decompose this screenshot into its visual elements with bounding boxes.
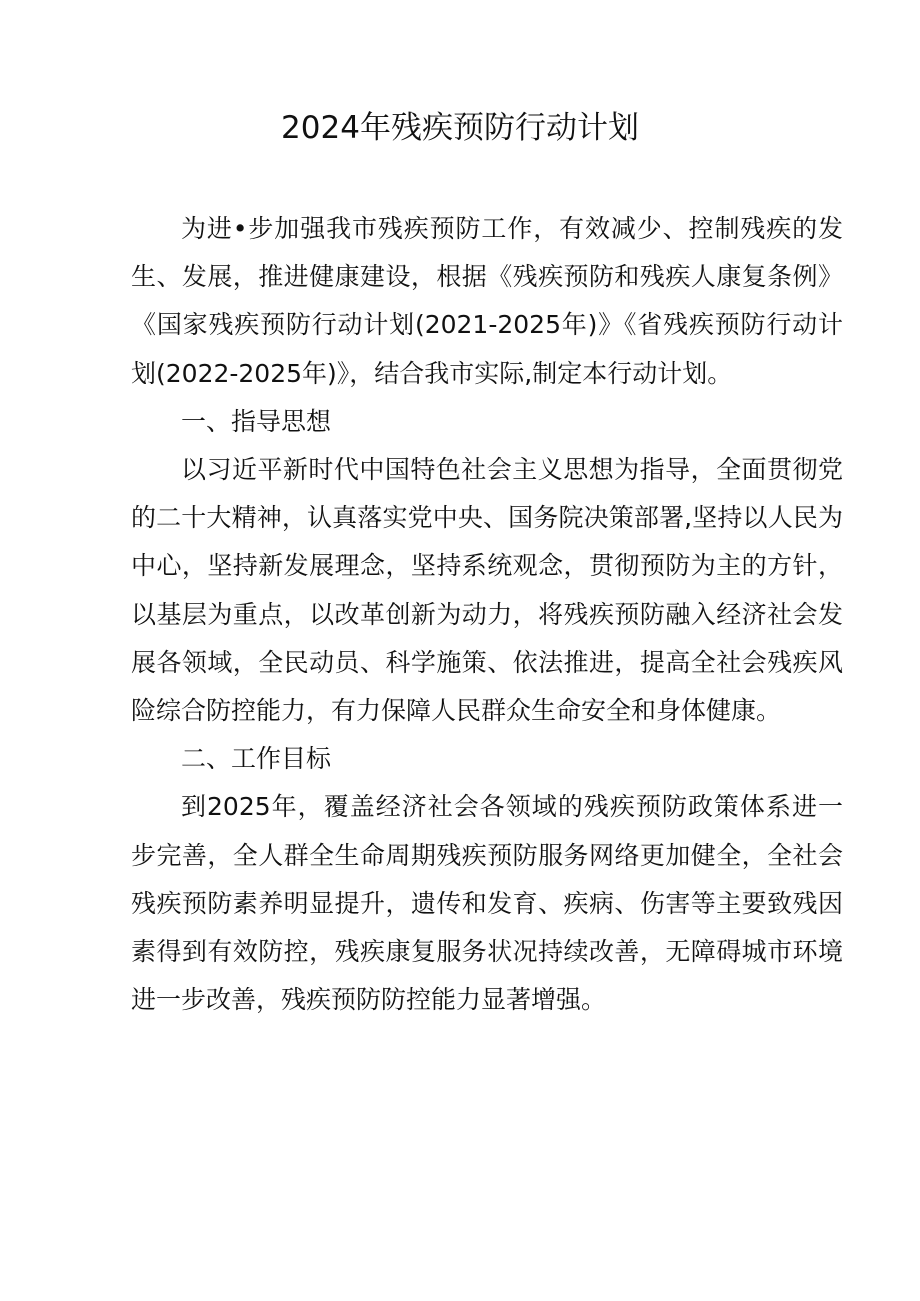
work-goals-paragraph: 到2025年，覆盖经济社会各领域的残疾预防政策体系进一步完善，全人群全生命周期残疾预防服务网络更加健全，全社会残疾预防素养明显提升，遗传和发育、疾病、伤害等主要致残因素得到有效防控，残疾康复服务状况持续改善，无障碍城市环境进一步改善，残疾预防防控能力显著增强。 [131, 792, 843, 1015]
section-heading-work-goals: 二、工作目标 [181, 744, 332, 774]
intro-paragraph: 为进•步加强我市残疾预防工作，有效减少、控制残疾的发生、发展，推进健康建设，根据《残疾预防和残疾人康复条例》《国家残疾预防行动计划(2021-2025年)》《省残疾预防行动计划(2022-2025年)》，结合我市实际,制定本行动计划。 [131, 214, 843, 388]
section-heading-guiding-thought: 一、指导思想 [181, 406, 332, 436]
document-title: 2024年残疾预防行动计划 [281, 110, 639, 146]
document-body [131, 205, 843, 1024]
guiding-thought-paragraph: 以习近平新时代中国特色社会主义思想为指导，全面贯彻党的二十大精神，认真落实党中央、国务院决策部署,坚持以人民为中心，坚持新发展理念，坚持系统观念，贯彻预防为主的方针，以基层为重点，以改革创新为动力，将残疾预防融入经济社会发展各领域，全民动员、科学施策、依法推进，提高全社会残疾风险综合防控能力，有力保障人民群众生命安全和身体健康。 [131, 455, 843, 726]
